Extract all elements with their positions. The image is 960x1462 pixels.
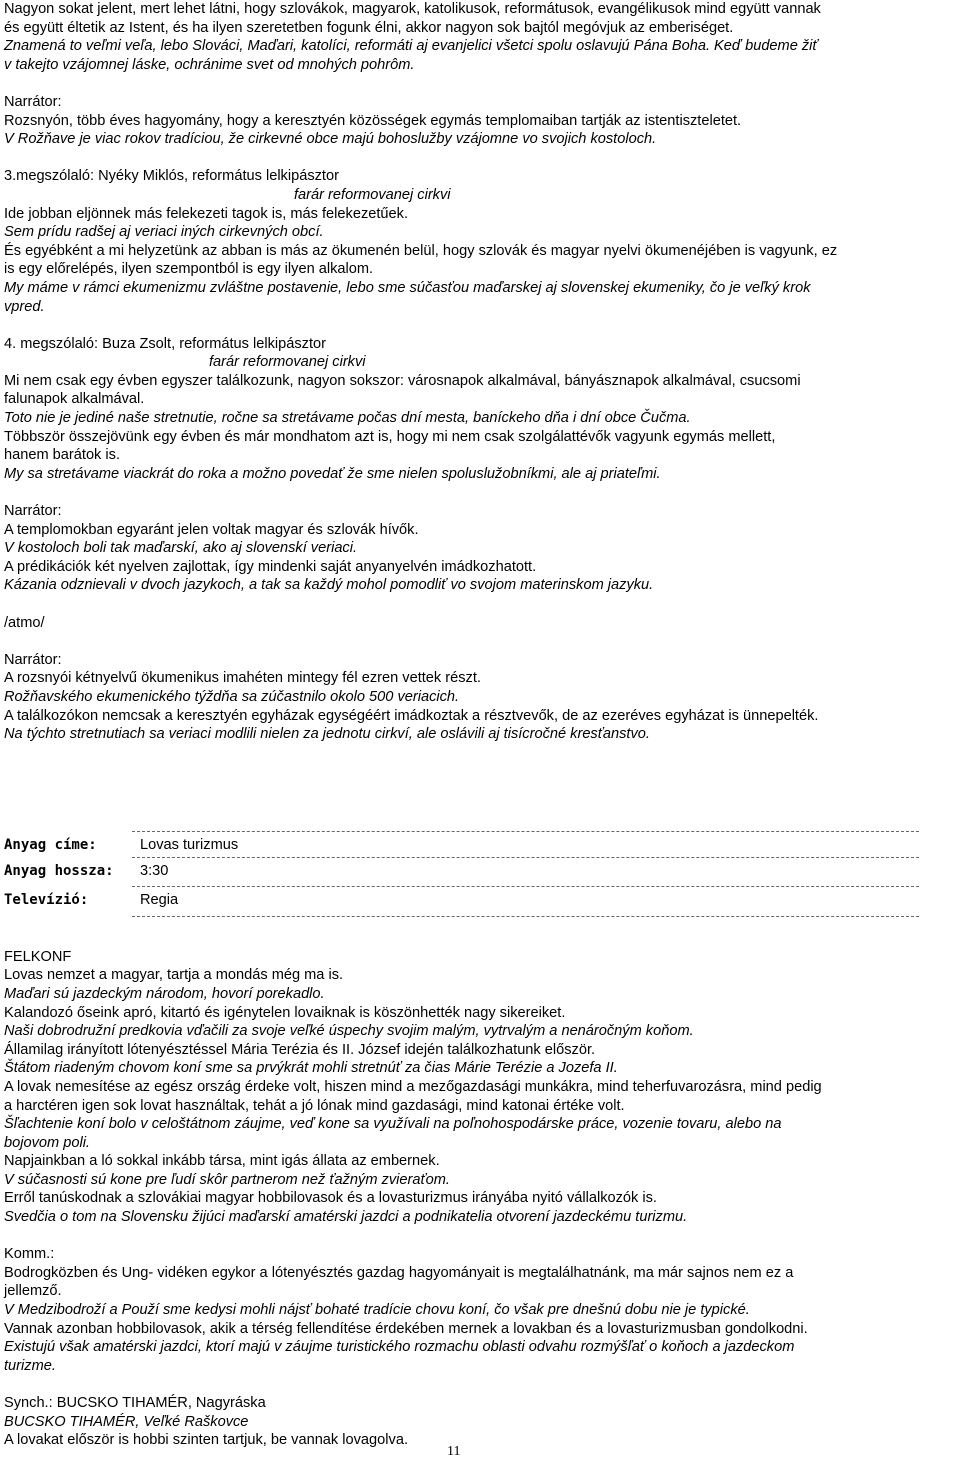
material-title-value: Lovas turizmus — [140, 836, 239, 853]
text-line: Erről tanúskodnak a szlovákiai magyar hobbilovasok és a lovasturizmus irányába nyitó vállalkozók is. — [4, 1190, 657, 1207]
narrator-label: Narrátor: — [4, 651, 62, 668]
text-line: Synch.: BUCSKO TIHAMÉR, Nagyráska — [4, 1395, 266, 1411]
material-info-table — [4, 831, 919, 926]
text-line: Vannak azonban hobbilovasok, akik a térség fellendítése érdekében mernek a lovakban és a lovasturizmusban gondolkodni. — [4, 1320, 808, 1337]
text-line: a harctéren igen sok lovat használtak, tehát a jó lónak mind gazdasági, mind katonai értéke volt. — [4, 1097, 625, 1114]
text-line: Kalandozó őseink apró, kitartó és igénytelen lovaiknak is köszönhették nagy sikereiket. — [4, 1004, 566, 1021]
text-line: Naši dobrodružní predkovia vďačili za svoje veľké úspechy svojim malým, vytrvalým a nenáročným koňom. — [4, 1023, 694, 1040]
television-row — [4, 886, 959, 912]
text-line: vpred. — [4, 298, 45, 315]
text-line: Államilag irányított lótenyésztéssel Mária Terézia és II. József idején találkozhatunk először. — [4, 1041, 596, 1058]
page-number: 11 — [447, 1444, 461, 1459]
paragraph-narrator-1 — [4, 93, 919, 149]
material-title-row — [4, 831, 959, 857]
text-line: Svedčia o tom na Slovensku žijúci maďarskí amatérski jazdci a podnikatelia otvorení jazdeckému turizmu. — [4, 1209, 688, 1226]
text-line: A lovakat először is hobbi szinten tartjuk, be vannak lovagolva. — [4, 1432, 408, 1449]
television-value: Regia — [140, 891, 179, 908]
text-line: bojovom poli. — [4, 1134, 90, 1151]
text-line: Többször összejövünk egy évben és már mondhatom azt is, hogy mi nem csak szolgálattévők vagyunk egymás mellett, — [4, 428, 776, 445]
paragraph-komm — [4, 1245, 919, 1375]
paragraph-felkonf — [4, 948, 919, 1227]
speaker-title: 4. megszólaló: Buza Zsolt, református lelkipásztor — [4, 335, 327, 352]
speaker-role: farár reformovanej cirkvi — [209, 354, 366, 371]
paragraph-intro — [4, 0, 919, 74]
text-line: Štátom riadeným chovom koní sme sa prvýkrát mohli stretnúť za čias Márie Terézie a Jozefa II. — [4, 1060, 618, 1077]
text-line: Lovas nemzet a magyar, tartja a mondás még ma is. — [4, 967, 344, 984]
text-line: A találkozókon nemcsak a keresztyén egyházak egységéért imádkoztak a résztvevők, de az ezeréves egyházat is ünnepelték. — [4, 707, 819, 724]
narrator-label: Narrátor: — [4, 503, 62, 520]
text-line: A rozsnyói kétnyelvű ökumenikus imahéten mintegy fél ezren vettek részt. — [4, 670, 481, 687]
text-line: V súčasnosti sú kone pre ľudí skôr partnerom než ťažným zvieraťom. — [4, 1171, 450, 1188]
text-line: Na týchto stretnutiach sa veriaci modlili nielen za jednotu cirkví, ale oslávili aj tisícročné kresťanstvo. — [4, 726, 650, 743]
text-line: V Medzibodroží a Použí sme kedysi mohli nájsť bohaté tradície chovu koní, čo však pre dnešnú dobu nie je typické. — [4, 1302, 750, 1319]
television-label: Televízió: — [4, 891, 89, 908]
text-line: Napjainkban a ló sokkal inkább társa, mint igás állata az embernek. — [4, 1153, 440, 1170]
text-line: És egyébként a mi helyzetünk az abban is más az ökumenén belül, hogy szlovák és magyar nyelvi ökumenéjében is vagyunk, ez — [4, 242, 838, 259]
text-line: My sa stretávame viackrát do roka a možno povedať že sme nielen spoluslužobníkmi, ale aj priateľmi. — [4, 465, 661, 482]
komm-label: Komm.: — [4, 1246, 55, 1263]
material-length-value: 3:30 — [140, 862, 169, 879]
text-line: V kostoloch boli tak maďarskí, ako aj slovenskí veriaci. — [4, 540, 358, 557]
text-line: My máme v rámci ekumenizmu zvláštne postavenie, lebo sme súčasťou maďarskej aj slovenskej ekumeniky, čo je veľký krok — [4, 279, 811, 296]
text-line: BUCSKO TIHAMÉR, Veľké Raškovce — [4, 1413, 249, 1430]
text-line: jellemző. — [4, 1283, 62, 1300]
paragraph-synch — [4, 1394, 919, 1450]
text-line: FELKONF — [4, 948, 72, 965]
text-line: Mi nem csak egy évben egyszer találkozunk, nagyon sokszor: városnapok alkalmával, bányásznapok alkalmával, csucsomi — [4, 372, 801, 389]
atmo-marker: /atmo/ — [4, 614, 45, 631]
text-line: Ide jobban eljönnek más felekezeti tagok is, más felekezetűek. — [4, 205, 408, 222]
text-line: A templomokban egyaránt jelen voltak magyar és szlovák hívők. — [4, 521, 419, 538]
text-line: Nagyon sokat jelent, mert lehet látni, hogy szlovákok, magyarok, katolikusok, reformátusok, evangélikusok mind együtt vannak — [4, 1, 821, 17]
text-line: hanem barátok is. — [4, 447, 121, 464]
text-line: Znamená to veľmi veľa, lebo Slováci, Maďari, katolíci, reformáti aj evanjelici všetci spolu oslavujú Pána Boha. Keď budeme žiť — [4, 38, 818, 55]
text-line: Kázania odznievali v dvoch jazykoch, a tak sa každý mohol pomodliť vo svojom materinskom jazyku. — [4, 577, 654, 594]
speaker-role: farár reformovanej cirkvi — [294, 186, 451, 203]
document-page — [4, 0, 919, 1450]
speaker-title: 3.megszólaló: Nyéky Miklós, református lelkipásztor — [4, 168, 339, 185]
text-line: v takejto vzájomnej láske, ochránime svet od mnohých pohrôm. — [4, 56, 415, 73]
material-title-label: Anyag címe: — [4, 836, 97, 853]
text-line: is egy előrelépés, ilyen szempontból is egy ilyen alkalom. — [4, 261, 374, 278]
text-line: Rožňavského ekumenického týždňa sa zúčastnilo okolo 500 veriacich. — [4, 688, 460, 705]
text-line: Existujú však amatérski jazdci, ktorí majú v záujme turistického rozmachu oblasti odvahu rozmýšľať o koňoch a jazdeckom — [4, 1339, 795, 1356]
text-line: Bodrogközben és Ung- vidéken egykor a lótenyésztés gazdag hagyományait is megtalálhatnánk, ma már sajnos nem ez a — [4, 1264, 794, 1281]
paragraph-narrator-3 — [4, 651, 919, 744]
paragraph-speaker-3 — [4, 167, 919, 316]
text-line: Sem prídu radšej aj veriaci iných cirkevných obcí. — [4, 224, 324, 241]
text-line: A lovak nemesítése az egész ország érdeke volt, hiszen mind a mezőgazdasági munkákra, mind teherfuvarozásra, mind pedig — [4, 1078, 822, 1095]
text-line: turizme. — [4, 1357, 56, 1374]
text-line: Toto nie je jediné naše stretnutie, ročne sa stretávame počas dní mesta, baníckeho dňa i dní obce Čučma. — [4, 410, 691, 427]
narrator-label: Narrátor: — [4, 93, 62, 110]
text-line: és együtt éltetik az Istent, és ha ilyen szeretetben fogunk élni, akkor nagyon sok bajtól megóvjuk az emberiséget. — [4, 19, 734, 36]
material-length-label: Anyag hossza: — [4, 862, 114, 879]
text-line: A prédikációk két nyelven zajlottak, így mindenki saját anyanyelvén imádkozhatott. — [4, 558, 537, 575]
material-length-row — [4, 857, 959, 883]
paragraph-narrator-2 — [4, 502, 919, 595]
paragraph-speaker-4 — [4, 335, 919, 484]
text-line: V Rožňave je viac rokov tradíciou, že cirkevné obce majú bohoslužby vzájomne vo svojich kostoloch. — [4, 131, 657, 148]
text-line: falunapok alkalmával. — [4, 391, 145, 408]
text-line: Maďari sú jazdeckým národom, hovorí porekadlo. — [4, 985, 325, 1002]
text-line: Šľachtenie koní bolo v celoštátnom záujme, veď kone sa využívali na poľnohospodárske práce, vozenie tovaru, alebo na — [4, 1116, 782, 1133]
text-line: Rozsnyón, több éves hagyomány, hogy a keresztyén közösségek egymás templomaiban tartják az istentiszteletet. — [4, 112, 742, 129]
